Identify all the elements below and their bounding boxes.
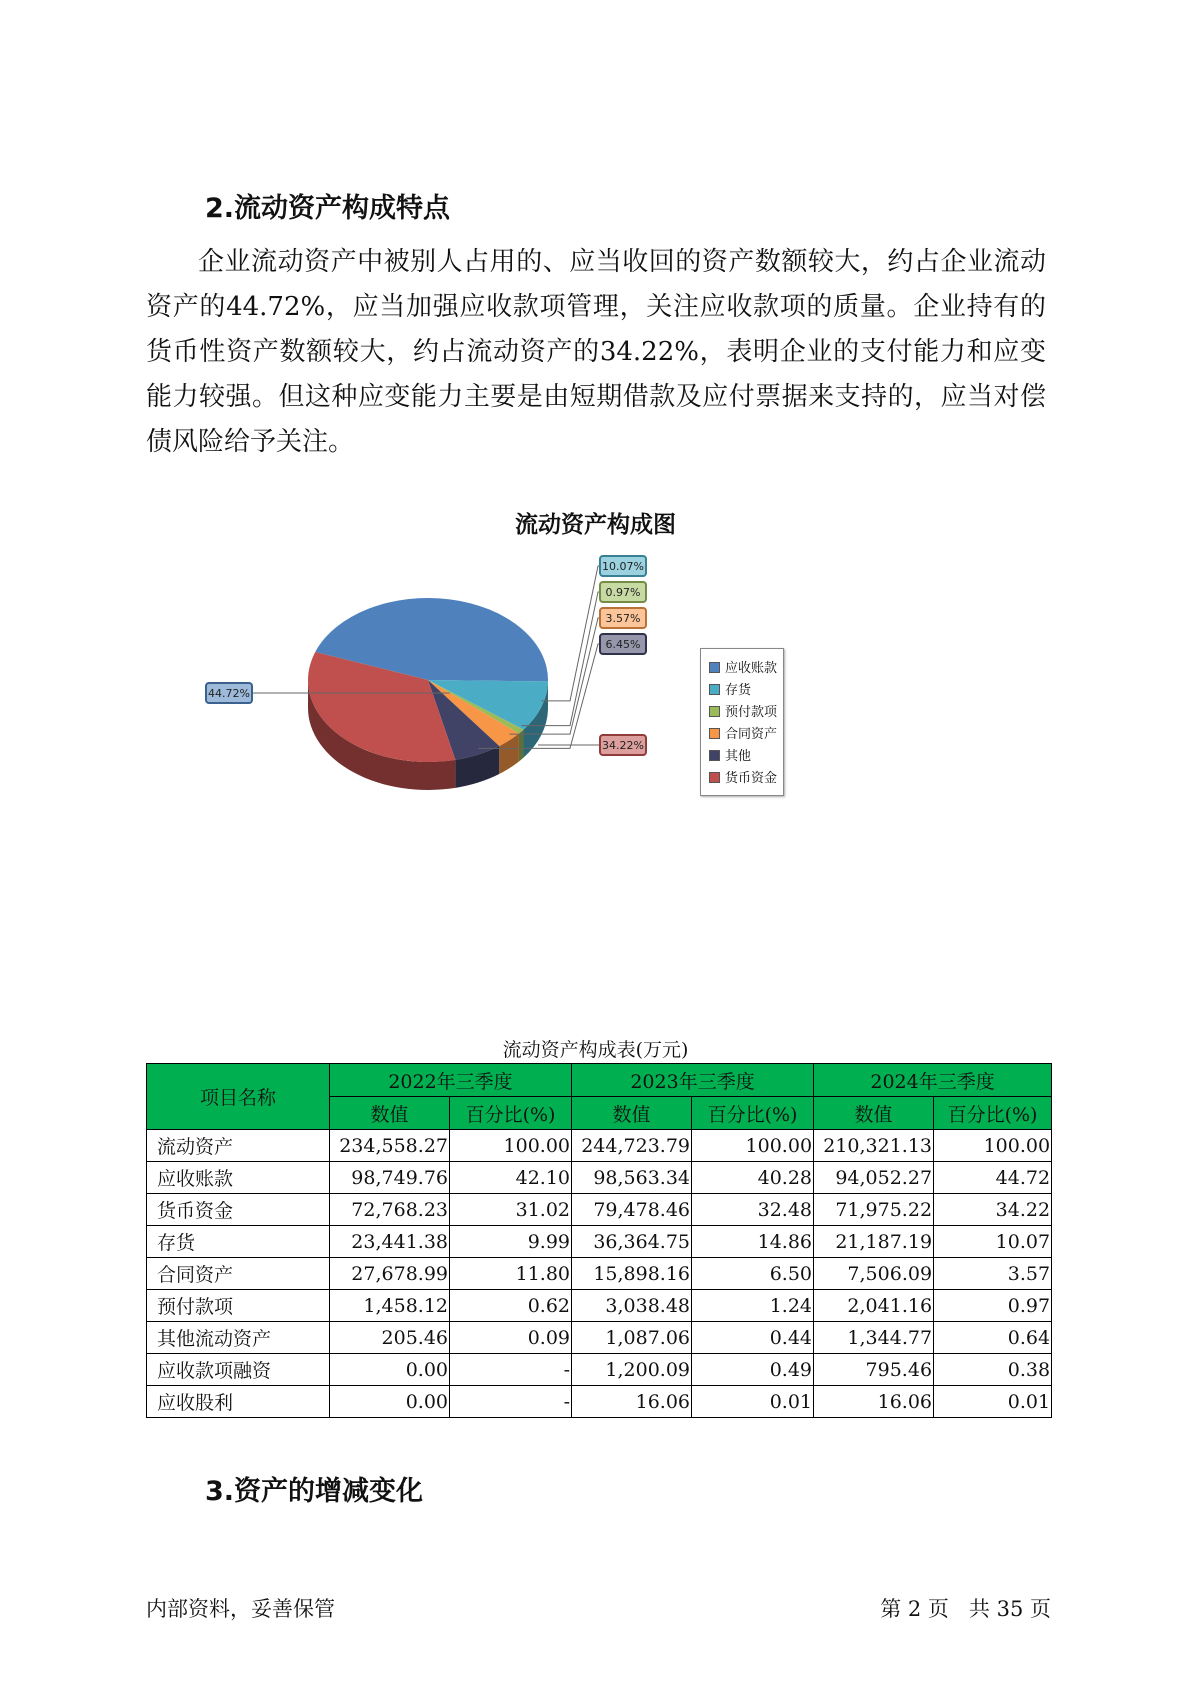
table-row bbox=[147, 1162, 1052, 1194]
table-cell: 0.44 bbox=[692, 1322, 814, 1354]
row-label: 应收股利 bbox=[147, 1386, 330, 1418]
data-label: 6.45% bbox=[605, 638, 641, 651]
table-cell: 0.62 bbox=[450, 1290, 572, 1322]
table-cell: 1,087.06 bbox=[572, 1322, 692, 1354]
row-label: 其他流动资产 bbox=[147, 1322, 330, 1354]
table-cell: 1,200.09 bbox=[572, 1354, 692, 1386]
table-cell: 6.50 bbox=[692, 1258, 814, 1290]
table-cell: 36,364.75 bbox=[572, 1226, 692, 1258]
table-cell: 16.06 bbox=[572, 1386, 692, 1418]
pie-chart bbox=[0, 0, 1191, 820]
table-row bbox=[147, 1226, 1052, 1258]
legend-swatch bbox=[709, 750, 720, 761]
table-cell: 16.06 bbox=[814, 1386, 934, 1418]
header-percent: 百分比(%) bbox=[692, 1097, 814, 1130]
table-cell: 0.01 bbox=[692, 1386, 814, 1418]
row-label: 流动资产 bbox=[147, 1130, 330, 1162]
table-cell: 100.00 bbox=[450, 1130, 572, 1162]
legend-label: 货币资金 bbox=[725, 771, 778, 786]
table-cell: 205.46 bbox=[330, 1322, 450, 1354]
table-cell: - bbox=[450, 1354, 572, 1386]
table-cell: 3,038.48 bbox=[572, 1290, 692, 1322]
section-title-composition: 2.流动资产构成特点 bbox=[205, 193, 451, 224]
table-cell: 15,898.16 bbox=[572, 1258, 692, 1290]
table-cell: 32.48 bbox=[692, 1194, 814, 1226]
table-cell: 210,321.13 bbox=[814, 1130, 934, 1162]
table-caption: 流动资产构成表(万元) bbox=[502, 1039, 689, 1061]
table-cell: 31.02 bbox=[450, 1194, 572, 1226]
data-label: 3.57% bbox=[605, 612, 641, 625]
legend-item bbox=[701, 680, 783, 702]
callout-line bbox=[541, 566, 600, 701]
table-cell: 9.99 bbox=[450, 1226, 572, 1258]
footer-confidential: 内部资料，妥善保管 bbox=[146, 1597, 335, 1621]
header-item-name: 项目名称 bbox=[147, 1064, 330, 1130]
legend-label: 其他 bbox=[725, 749, 752, 764]
table-row bbox=[147, 1322, 1052, 1354]
table-row bbox=[147, 1258, 1052, 1290]
data-label: 10.07% bbox=[602, 560, 644, 573]
section-title-changes: 3.资产的增减变化 bbox=[205, 1476, 424, 1507]
table-cell: 0.09 bbox=[450, 1322, 572, 1354]
table-cell: 0.00 bbox=[330, 1354, 450, 1386]
data-label: 44.72% bbox=[208, 687, 250, 700]
table-cell: 0.64 bbox=[934, 1322, 1052, 1354]
table-cell: 72,768.23 bbox=[330, 1194, 450, 1226]
legend-item bbox=[701, 702, 783, 724]
data-label: 34.22% bbox=[602, 739, 644, 752]
header-percent: 百分比(%) bbox=[934, 1097, 1052, 1130]
table-cell: 234,558.27 bbox=[330, 1130, 450, 1162]
table-cell: 3.57 bbox=[934, 1258, 1052, 1290]
legend-label: 存货 bbox=[725, 683, 752, 698]
table-cell: 795.46 bbox=[814, 1354, 934, 1386]
table-row bbox=[147, 1194, 1052, 1226]
table-cell: 244,723.79 bbox=[572, 1130, 692, 1162]
row-label: 合同资产 bbox=[147, 1258, 330, 1290]
table-row bbox=[147, 1290, 1052, 1322]
table-cell: 98,749.76 bbox=[330, 1162, 450, 1194]
table-cell: 23,441.38 bbox=[330, 1226, 450, 1258]
analysis-paragraph: 企业流动资产中被别人占用的、应当收回的资产数额较大，约占企业流动资产的44.72%，应当加强应收款项管理，关注应收款项的质量。企业持有的货币性资产数额较大，约占流动资产的34.22%，表明企业的支付能力和应变能力较强。但这种应变能力主要是由短期借款及应付票据来支持的，应当对偿债风险给予关注。 bbox=[146, 247, 1046, 457]
legend-item bbox=[701, 724, 783, 746]
header-value: 数值 bbox=[814, 1097, 934, 1130]
table-cell: 79,478.46 bbox=[572, 1194, 692, 1226]
row-label: 存货 bbox=[147, 1226, 330, 1258]
chart-legend bbox=[700, 648, 784, 796]
legend-label: 预付款项 bbox=[725, 705, 778, 720]
legend-swatch bbox=[709, 684, 720, 695]
row-label: 应收款项融资 bbox=[147, 1354, 330, 1386]
legend-swatch bbox=[709, 662, 720, 673]
table-row bbox=[147, 1354, 1052, 1386]
legend-label: 合同资产 bbox=[725, 727, 778, 742]
table-cell: 71,975.22 bbox=[814, 1194, 934, 1226]
table-cell: 44.72 bbox=[934, 1162, 1052, 1194]
table-cell: 21,187.19 bbox=[814, 1226, 934, 1258]
table-cell: 1.24 bbox=[692, 1290, 814, 1322]
table-cell: 98,563.34 bbox=[572, 1162, 692, 1194]
table-cell: 2,041.16 bbox=[814, 1290, 934, 1322]
row-label: 预付款项 bbox=[147, 1290, 330, 1322]
legend-label: 应收账款 bbox=[725, 661, 778, 676]
table-cell: 0.38 bbox=[934, 1354, 1052, 1386]
legend-swatch bbox=[709, 706, 720, 717]
table-cell: 0.49 bbox=[692, 1354, 814, 1386]
legend-swatch bbox=[709, 772, 720, 783]
table-cell: 11.80 bbox=[450, 1258, 572, 1290]
table-cell: 100.00 bbox=[692, 1130, 814, 1162]
table-cell: 10.07 bbox=[934, 1226, 1052, 1258]
table-cell: 100.00 bbox=[934, 1130, 1052, 1162]
data-label: 0.97% bbox=[605, 586, 641, 599]
header-period-2024: 2024年三季度 bbox=[814, 1064, 1052, 1097]
legend-item bbox=[701, 658, 783, 680]
table-cell: 34.22 bbox=[934, 1194, 1052, 1226]
table-cell: 94,052.27 bbox=[814, 1162, 934, 1194]
table-cell: 7,506.09 bbox=[814, 1258, 934, 1290]
header-period-2023: 2023年三季度 bbox=[572, 1064, 814, 1097]
table-row bbox=[147, 1386, 1052, 1418]
table-cell: 1,458.12 bbox=[330, 1290, 450, 1322]
footer-page-number: 第 2 页 共 35 页 bbox=[880, 1597, 1051, 1621]
table-cell: 0.97 bbox=[934, 1290, 1052, 1322]
current-assets-table bbox=[146, 1063, 1052, 1418]
chart-title: 流动资产构成图 bbox=[515, 512, 676, 538]
table-cell: 40.28 bbox=[692, 1162, 814, 1194]
legend-swatch bbox=[709, 728, 720, 739]
header-percent: 百分比(%) bbox=[450, 1097, 572, 1130]
table-cell: 27,678.99 bbox=[330, 1258, 450, 1290]
table-row bbox=[147, 1130, 1052, 1162]
table-cell: 42.10 bbox=[450, 1162, 572, 1194]
table-cell: 0.01 bbox=[934, 1386, 1052, 1418]
legend-item bbox=[701, 768, 783, 790]
row-label: 应收账款 bbox=[147, 1162, 330, 1194]
row-label: 货币资金 bbox=[147, 1194, 330, 1226]
header-value: 数值 bbox=[572, 1097, 692, 1130]
table-cell: 1,344.77 bbox=[814, 1322, 934, 1354]
legend-item bbox=[701, 746, 783, 768]
header-value: 数值 bbox=[330, 1097, 450, 1130]
header-period-2022: 2022年三季度 bbox=[330, 1064, 572, 1097]
table-cell: 14.86 bbox=[692, 1226, 814, 1258]
table-cell: - bbox=[450, 1386, 572, 1418]
table-cell: 0.00 bbox=[330, 1386, 450, 1418]
